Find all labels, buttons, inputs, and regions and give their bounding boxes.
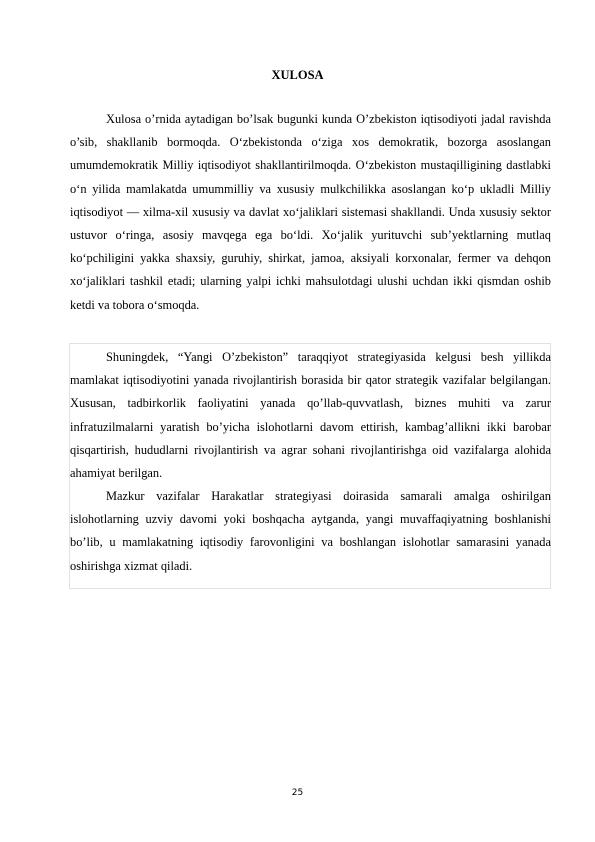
paragraph-strategy: Shuningdek, “Yangi O’zbekiston” taraqqiyot strategiyasida kelgusi besh yillikda mamlakat iqtisodiyotini yanada rivojlantirish borasida bir qator strategik vazifalar belgilangan. Xususan, tadbirkorlik faoliyatini yanada qo’llab-quvvatlash, biznes muhiti va zarur infratuzilmalarni yaratish bo’yicha islohotlarni davom ettirish, kambag’allikni ikki barobar qisqartirish, hududlarni rivojlantirish va agrar sohani rivojlantirishga oid vazifalarga alohida ahamiyat berilgan. xyxy=(70,350,551,481)
page-title: XULOSA xyxy=(271,68,324,82)
page-number: 25 xyxy=(291,788,304,798)
paragraph-intro: Xulosa o’rnida aytadigan bo’lsak bugunki kunda O’zbekiston iqtisodiyoti jadal ravishda o’sib, shakllanib bormoqda. O‘zbekistonda o‘ziga xos demokratik, bozorga asoslangan umumdemokratik Milliy iqtisodiyot shakllantirilmoqda. O‘zbekiston mustaqilligining dastlabki o‘n yilida mamlakatda umummilliy va xususiy mulkchilikka asoslangan ko‘p ukladli Milliy iqtisodiyot — xilma-xil xususiy va davlat xo‘jaliklari sistemasi shakllandi. Unda xususiy sektor ustuvor o‘ringa, asosiy mavqega ega bo‘ldi. Xo‘jalik yurituvchi sub’yektlarning mutlaq ko‘pchiligini yakka shaxsiy, guruhiy, shirkat, jamoa, aksiyali korxonalar, fermer va dehqon xo‘jaliklari tashkil etadi; ularning yalpi ichki mahsulotdagi ulushi uchdan ikki qismdan oshib ketdi va tobora o‘smoqda. xyxy=(70,112,551,312)
paragraph-conclusion: Mazkur vazifalar Harakatlar strategiyasi doirasida samarali amalga oshirilgan islohotlarning uzviy davomi yoki boshqacha aytganda, yangi muvaffaqiyatning boshlanishi bo’lib, u mamlakatning iqtisodiy farovonligini va boshlangan islohotlar samarasini yanada oshirishga xizmat qiladi. xyxy=(70,489,551,573)
